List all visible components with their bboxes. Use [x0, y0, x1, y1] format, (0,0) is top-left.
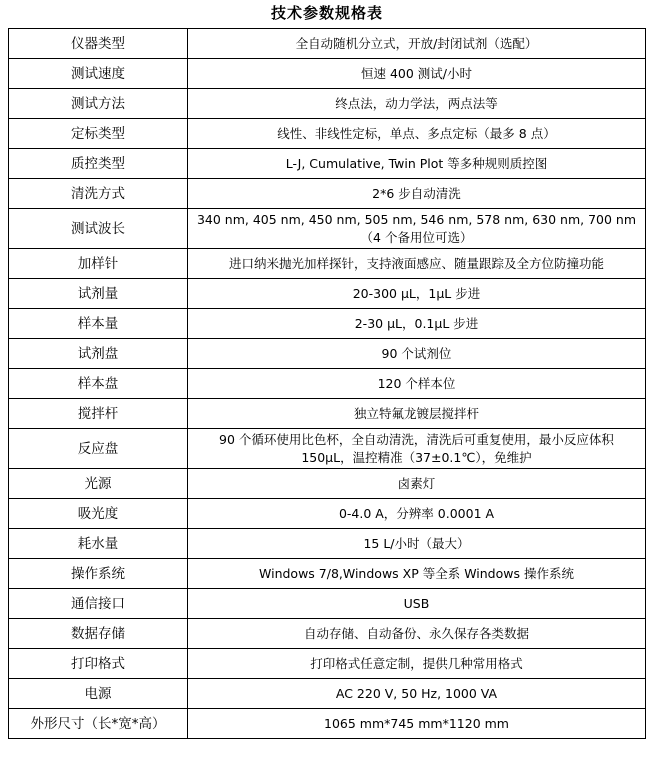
- row-label: 样本盘: [9, 369, 188, 399]
- row-value: Windows 7/8,Windows XP 等全系 Windows 操作系统: [188, 559, 646, 589]
- row-value: 120 个样本位: [188, 369, 646, 399]
- row-value: 20-300 μL，1μL 步进: [188, 279, 646, 309]
- row-label: 加样针: [9, 249, 188, 279]
- table-row: [9, 709, 646, 739]
- row-value: 全自动随机分立式，开放/封闭试剂（选配）: [188, 29, 646, 59]
- row-value: 打印格式任意定制，提供几种常用格式: [188, 649, 646, 679]
- table-row: [9, 369, 646, 399]
- row-label: 光源: [9, 469, 188, 499]
- table-row: [9, 119, 646, 149]
- row-value: USB: [188, 589, 646, 619]
- row-label: 质控类型: [9, 149, 188, 179]
- row-label: 样本量: [9, 309, 188, 339]
- row-value: L-J, Cumulative, Twin Plot 等多种规则质控图: [188, 149, 646, 179]
- table-row: [9, 399, 646, 429]
- row-label: 测试速度: [9, 59, 188, 89]
- row-value: 线性、非线性定标，单点、多点定标（最多 8 点）: [188, 119, 646, 149]
- table-row: [9, 559, 646, 589]
- row-value: 1065 mm*745 mm*1120 mm: [188, 709, 646, 739]
- table-row: [9, 529, 646, 559]
- row-label: 定标类型: [9, 119, 188, 149]
- table-row: [9, 89, 646, 119]
- row-value: 15 L/小时（最大）: [188, 529, 646, 559]
- table-row: [9, 59, 646, 89]
- row-label: 测试方法: [9, 89, 188, 119]
- row-value: 进口纳米抛光加样探针，支持液面感应、随量跟踪及全方位防撞功能: [188, 249, 646, 279]
- table-row: [9, 429, 646, 469]
- table-row: [9, 29, 646, 59]
- row-label: 试剂盘: [9, 339, 188, 369]
- row-label: 数据存储: [9, 619, 188, 649]
- row-value: AC 220 V, 50 Hz, 1000 VA: [188, 679, 646, 709]
- row-value: 独立特氟龙镀层搅拌杆: [188, 399, 646, 429]
- row-label: 测试波长: [9, 209, 188, 249]
- row-label: 试剂量: [9, 279, 188, 309]
- table-row: [9, 149, 646, 179]
- row-label: 搅拌杆: [9, 399, 188, 429]
- table-row: [9, 619, 646, 649]
- row-value: 终点法，动力学法，两点法等: [188, 89, 646, 119]
- row-value: 自动存储、自动备份、永久保存各类数据: [188, 619, 646, 649]
- row-label: 外形尺寸（长*宽*高）: [9, 709, 188, 739]
- row-label: 清洗方式: [9, 179, 188, 209]
- table-row: [9, 679, 646, 709]
- table-row: [9, 209, 646, 249]
- row-value: 90 个试剂位: [188, 339, 646, 369]
- row-label: 耗水量: [9, 529, 188, 559]
- table-row: [9, 249, 646, 279]
- page-title: 技术参数规格表: [270, 4, 383, 22]
- row-value: 90 个循环使用比色杯，全自动清洗，清洗后可重复使用，最小反应体积 150μL，温控精准（37±0.1℃），免维护: [188, 429, 646, 469]
- row-value: 恒速 400 测试/小时: [188, 59, 646, 89]
- row-value: 340 nm, 405 nm, 450 nm, 505 nm, 546 nm, 578 nm, 630 nm, 700 nm （4 个备用位可选）: [188, 209, 646, 249]
- row-label: 打印格式: [9, 649, 188, 679]
- table-row: [9, 309, 646, 339]
- table-row: [9, 179, 646, 209]
- row-value: 2-30 μL，0.1μL 步进: [188, 309, 646, 339]
- table-row: [9, 469, 646, 499]
- row-label: 仪器类型: [9, 29, 188, 59]
- table-row: [9, 499, 646, 529]
- row-label: 吸光度: [9, 499, 188, 529]
- table-row: [9, 589, 646, 619]
- spec-table: [8, 28, 646, 739]
- row-value: 0-4.0 A，分辨率 0.0001 A: [188, 499, 646, 529]
- table-row: [9, 279, 646, 309]
- table-row: [9, 649, 646, 679]
- row-value: 卤素灯: [188, 469, 646, 499]
- table-row: [9, 339, 646, 369]
- row-label: 通信接口: [9, 589, 188, 619]
- row-label: 操作系统: [9, 559, 188, 589]
- row-label: 反应盘: [9, 429, 188, 469]
- row-label: 电源: [9, 679, 188, 709]
- row-value: 2*6 步自动清洗: [188, 179, 646, 209]
